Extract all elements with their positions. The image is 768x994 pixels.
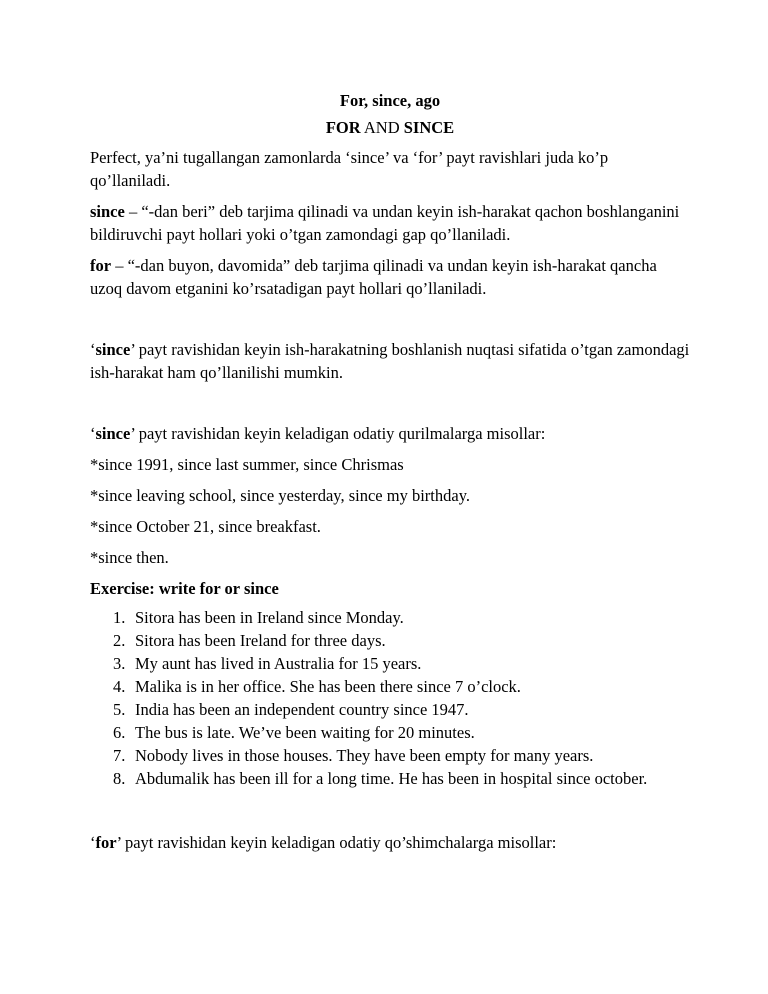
for-term: for: [90, 256, 112, 275]
quote-mark: ‘: [90, 424, 96, 443]
since-definition-text: – “-dan beri” deb tarjima qilinadi va undan keyin ish-harakat qachon boshlanganini bildiruvchi payt hollari yoki o’tgan zamondagi gap qo’llaniladi.: [90, 202, 680, 244]
quote-mark: ‘: [90, 340, 96, 359]
since-example: *since leaving school, since yesterday, since my birthday.: [90, 486, 470, 505]
item-text: India has been an independent country since 1947.: [135, 700, 469, 719]
since-examples-intro: [90, 422, 690, 445]
item-text: Abdumalik has been ill for a long time. He has been in hospital since october.: [135, 769, 648, 788]
for-examples-intro-text: ’ payt ravishidan keyin keladigan odatiy qo’shimchalarga misollar:: [116, 832, 557, 852]
for-definition: [90, 254, 690, 300]
for-examples-term: for: [95, 832, 117, 852]
exercise-item: [90, 629, 690, 652]
since-example: *since October 21, since breakfast.: [90, 517, 321, 536]
exercise-item: [90, 767, 690, 791]
document-title: For, since, ago: [339, 91, 441, 110]
exercise-item: [90, 698, 690, 721]
since-note-text: ’ payt ravishidan keyin ish-harakatning boshlanish nuqtasi sifatida o’tgan zamondagi ish-harakat ham qo’llanilishi mumkin.: [90, 340, 690, 382]
exercise-item: [90, 652, 690, 675]
item-number: 7.: [113, 746, 126, 765]
spacer: [90, 308, 690, 338]
item-number: 2.: [113, 631, 126, 650]
since-term: since: [90, 202, 125, 221]
quote-mark: ‘: [90, 832, 96, 852]
exercise-list: [90, 606, 690, 791]
for-definition-text: – “-dan buyon, davomida” deb tarjima qilinadi va undan keyin ish-harakat qancha uzoq davom etganini ko’rsatadigan payt hollari qo’llaniladi.: [90, 256, 657, 298]
intro-paragraph: Perfect, ya’ni tugallangan zamonlarda ‘since’ va ‘for’ payt ravishlari juda ko’p qo’llaniladi.: [90, 148, 609, 190]
item-number: 4.: [113, 677, 126, 696]
item-text: The bus is late. We’ve been waiting for 20 minutes.: [135, 723, 475, 742]
document-page: [90, 89, 690, 862]
exercise-item: [90, 606, 690, 629]
item-text: My aunt has lived in Australia for 15 years.: [135, 654, 422, 673]
exercise-item: [90, 721, 690, 744]
heading-and: AND: [363, 118, 400, 137]
item-number: 1.: [113, 608, 126, 627]
section-heading: [90, 116, 690, 146]
since-definition: [90, 200, 690, 246]
exercise-item: [90, 744, 690, 767]
item-number: 8.: [113, 769, 126, 788]
spacer: [90, 392, 690, 422]
spacer: [90, 791, 690, 831]
since-note-term: since: [95, 340, 131, 359]
item-text: Nobody lives in those houses. They have been empty for many years.: [135, 746, 594, 765]
item-text: Sitora has been Ireland for three days.: [135, 631, 386, 650]
item-text: Malika is in her office. She has been there since 7 o’clock.: [135, 677, 521, 696]
item-number: 5.: [113, 700, 126, 719]
item-number: 3.: [113, 654, 126, 673]
since-examples-term: since: [95, 424, 131, 443]
exercise-heading: Exercise: write for or since: [90, 579, 279, 598]
exercise-item: [90, 675, 690, 698]
since-example: *since 1991, since last summer, since Chrismas: [90, 455, 404, 474]
item-text: Sitora has been in Ireland since Monday.: [135, 608, 404, 627]
heading-since: SINCE: [403, 118, 455, 137]
since-note: [90, 338, 690, 384]
item-number: 6.: [113, 723, 126, 742]
since-examples-intro-text: ’ payt ravishidan keyin keladigan odatiy qurilmalarga misollar:: [130, 424, 546, 443]
heading-for: FOR: [325, 118, 361, 137]
for-examples-intro: [90, 831, 690, 854]
since-example: *since then.: [90, 548, 169, 567]
